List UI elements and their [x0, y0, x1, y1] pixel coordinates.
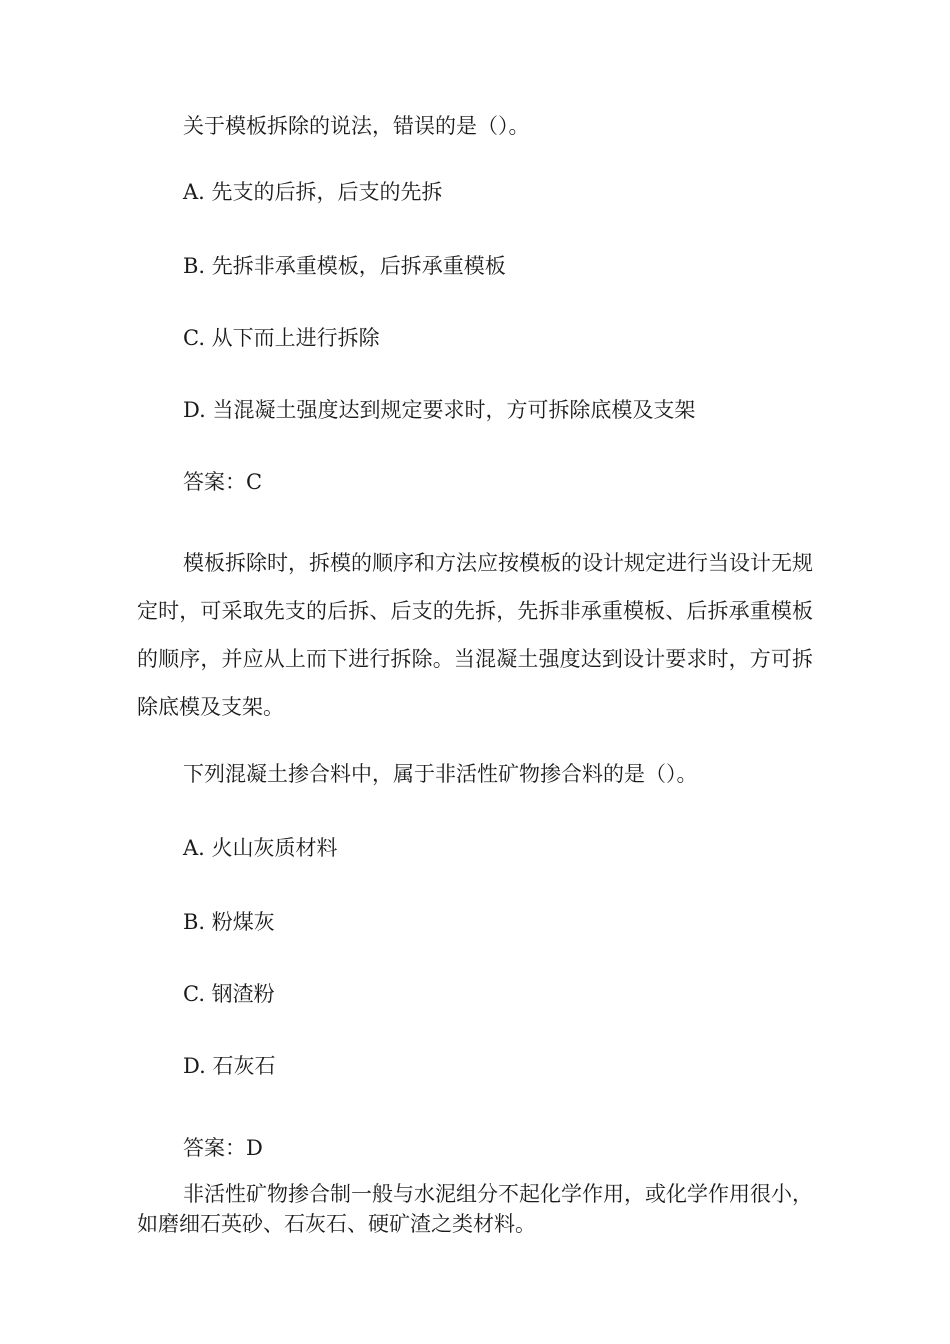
question-2-option-a: A. 火山灰质材料 [183, 836, 338, 860]
question-2-explanation: 非活性矿物掺合制一般与水泥组分不起化学作用，或化学作用很小，如磨细石英砂、石灰石、硬矿渣之类材料。 [137, 1182, 813, 1236]
question-1-text: 关于模板拆除的说法，错误的是（）。 [183, 114, 530, 138]
question-1-answer: 答案：C [183, 470, 263, 494]
question-1-explanation: 模板拆除时，拆模的顺序和方法应按模板的设计规定进行当设计无规定时，可采取先支的后拆、后支的先拆，先拆非承重模板、后拆承重模板的顺序，并应从上而下进行拆除。当混凝土强度达到设计要求时，方可拆除底模及支架。 [137, 551, 813, 719]
question-2-text: 下列混凝土掺合料中，属于非活性矿物掺合料的是（）。 [183, 762, 698, 786]
question-2-option-b: B. 粉煤灰 [183, 910, 275, 934]
question-1-option-c: C. 从下而上进行拆除 [183, 326, 380, 350]
question-1-option-b: B. 先拆非承重模板，后拆承重模板 [183, 254, 506, 278]
question-1-option-d: D. 当混凝土强度达到规定要求时，方可拆除底模及支架 [183, 398, 696, 422]
question-1-option-a: A. 先支的后拆，后支的先拆 [183, 180, 443, 204]
question-2-option-c: C. 钢渣粉 [183, 982, 275, 1006]
question-2-answer: 答案：D [183, 1136, 263, 1160]
question-2-option-d: D. 石灰石 [183, 1054, 276, 1078]
